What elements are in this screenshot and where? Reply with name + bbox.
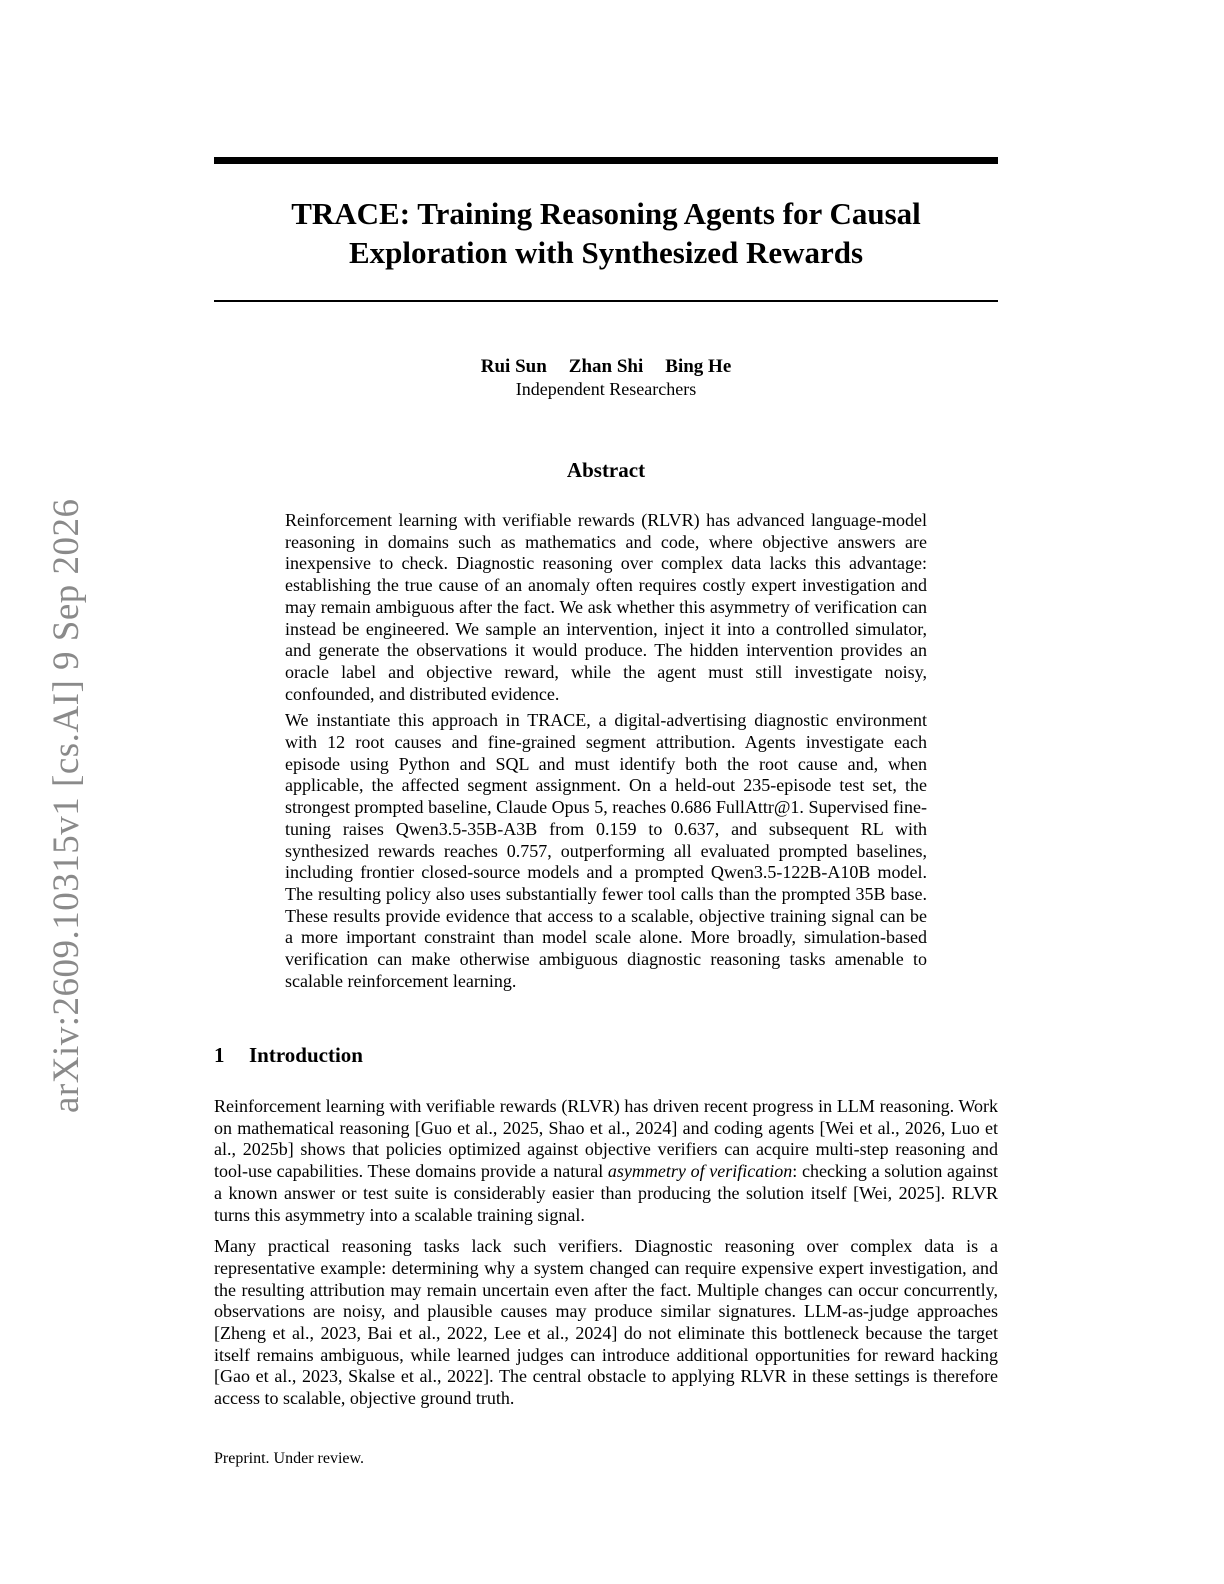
footer-note: Preprint. Under review. <box>214 1450 365 1467</box>
title-rule-bottom <box>214 300 998 302</box>
introduction-body <box>214 1096 998 1420</box>
body-paragraph <box>214 1096 998 1226</box>
section-title: Introduction <box>249 1043 363 1067</box>
body-text: Reinforcement learning with verifiable rewards (RLVR) has driven recent progress in LLM reasoning. Work on mathematical reasoning [Guo et al., 2025, Shao et al., 2024] and coding agents [Wei et al., 2026, Luo et al., 2025b] shows that policies optimized against objective verifiers can acquire multi-step reasoning and tool-use capabilities. These domains provide a natural <box>214 1096 998 1182</box>
abstract-heading: Abstract <box>566 458 646 482</box>
emphasis-text: asymmetry of verification <box>607 1161 793 1182</box>
body-paragraph: Many practical reasoning tasks lack such verifiers. Diagnostic reasoning over complex data is a representative example: determining why a system changed can require expensive expert investigation, and the resulting attribution may remain uncertain even after the fact. Multiple changes can occur concurrently, observations are noisy, and plausible causes may produce similar signatures. LLM-as-judge approaches [Zheng et al., 2023, Bai et al., 2022, Lee et al., 2024] do not eliminate this bottleneck because the target itself remains ambiguous, while learned judges can introduce additional opportunities for reward hacking [Gao et al., 2023, Skalse et al., 2022]. The central obstacle to applying RLVR in these settings is therefore access to scalable, objective ground truth. <box>214 1236 998 1409</box>
body-text: : checking a solution against a known answer or test suite is considerably easier than producing the solution itself [Wei, 2025]. RLVR turns this asymmetry into a scalable training signal. <box>214 1161 998 1225</box>
author-name: Rui Sun <box>480 356 547 377</box>
abstract-paragraph: Reinforcement learning with verifiable rewards (RLVR) has advanced language-model reasoning in domains such as mathematics and code, where objective answers are inexpensive to check. Diagnostic reasoning over complex data lacks this advantage: establishing the true cause of an anomaly often requires costly expert investigation and may remain ambiguous after the fact. We ask whether this asymmetry of verification can instead be engineered. We sample an intervention, inject it into a controlled simulator, and generate the observations it would produce. The hidden intervention provides an oracle label and objective reward, while the agent must still investigate noisy, confounded, and distributed evidence. <box>285 510 927 704</box>
arxiv-identifier-stamp: arXiv:2609.10315v1 [cs.AI] 9 Sep 2026 <box>46 498 87 1113</box>
section-number: 1 <box>214 1043 225 1067</box>
abstract-paragraph: We instantiate this approach in TRACE, a digital-advertising diagnostic environment with 12 root causes and fine-grained segment attribution. Agents investigate each episode using Python and SQL and must identify both the root cause and, when applicable, the affected segment assignment. On a held-out 235-episode test set, the strongest prompted baseline, Claude Opus 5, reaches 0.686 FullAttr@1. Supervised fine-tuning raises Qwen3.5-35B-A3B from 0.159 to 0.637, and subsequent RL with synthesized rewards reaches 0.757, outperforming all evaluated prompted baselines, including frontier closed-source models and a prompted Qwen3.5-122B-A10B model. The resulting policy also uses substantially fewer tool calls than the prompted 35B base. These results provide evidence that access to a scalable, objective training signal can be a more important constraint than model scale alone. More broadly, simulation-based verification can make otherwise ambiguous diagnostic reasoning tasks amenable to scalable reinforcement learning. <box>285 710 927 991</box>
author-affiliation: Independent Researchers <box>515 379 697 399</box>
author-name: Zhan Shi <box>568 356 644 377</box>
section-heading <box>214 1042 363 1068</box>
author-name: Bing He <box>665 356 732 377</box>
title-rule-top <box>214 157 998 164</box>
author-list <box>214 356 998 378</box>
abstract-body <box>285 510 927 997</box>
paper-title: TRACE: Training Reasoning Agents for Causal Exploration with Synthesized Rewards <box>291 196 921 270</box>
